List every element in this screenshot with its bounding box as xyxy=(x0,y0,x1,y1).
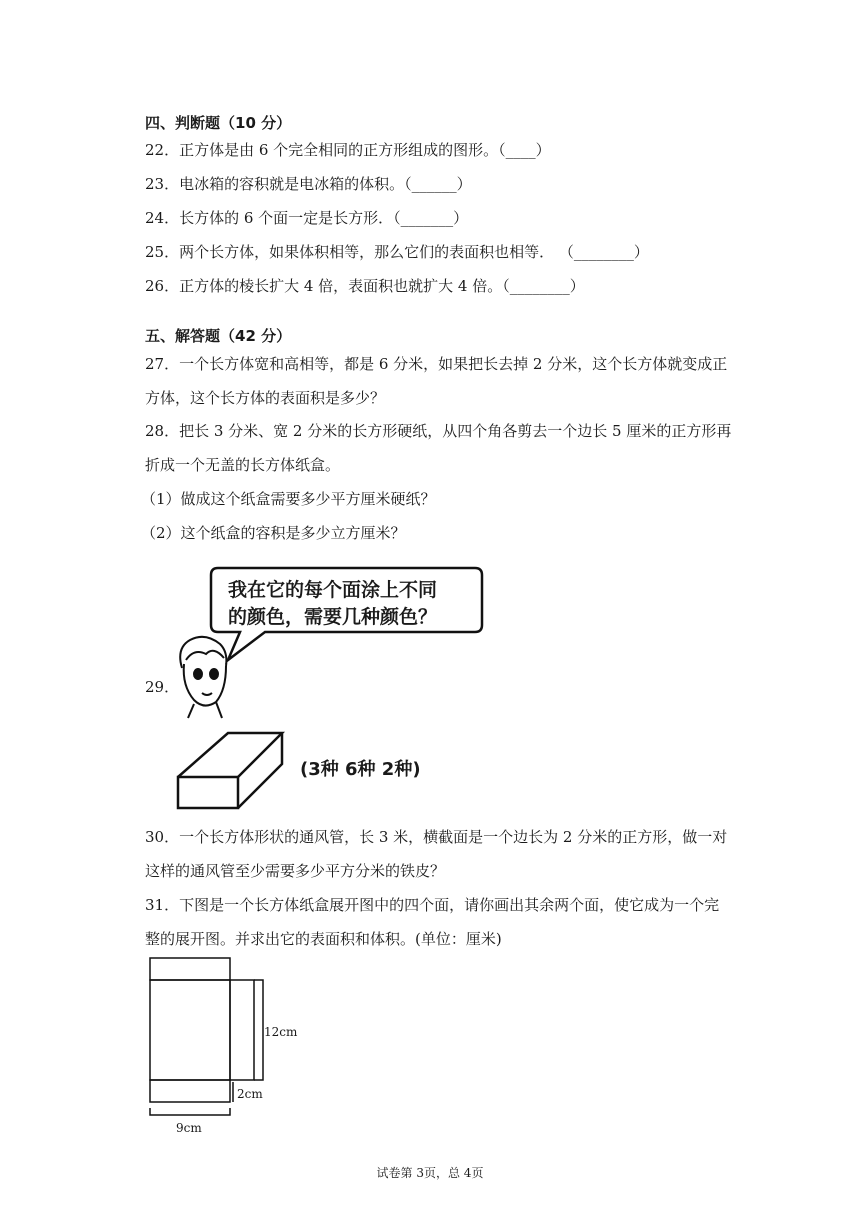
question-29-number: 29． xyxy=(145,678,180,696)
question-31-line1: 31．下图是一个长方体纸盒展开图中的四个面，请你画出其余两个面，使它成为一个完 xyxy=(145,896,720,914)
net-bottom-face xyxy=(150,1080,230,1102)
net-front-face xyxy=(150,980,230,1080)
question-27-line2: 方体，这个长方体的表面积是多少？ xyxy=(145,389,386,407)
question-31-line2: 整的展开图。并求出它的表面积和体积。(单位：厘米) xyxy=(145,930,502,948)
question-26: 26．正方体的棱长扩大 4 倍，表面积也就扩大 4 倍。（________） xyxy=(145,277,585,295)
question-30-line2: 这样的通风管至少需要多少平方分米的铁皮？ xyxy=(145,862,446,880)
section-5-heading: 五、解答题（42 分） xyxy=(145,327,292,345)
bubble-line2: 的颜色，需要几种颜色？ xyxy=(228,606,438,628)
dim-depth-label: 2cm xyxy=(237,1087,263,1101)
question-28-sub1: （1）做成这个纸盒需要多少平方厘米硬纸？ xyxy=(141,490,436,508)
cuboid-top xyxy=(178,733,282,777)
question-23: 23．电冰箱的容积就是电冰箱的体积。（______） xyxy=(145,175,472,193)
net-diagram xyxy=(145,955,320,1140)
question-27-line1: 27．一个长方体宽和高相等，都是 6 分米，如果把长去掉 2 分米，这个长方体就变成正 xyxy=(145,355,728,373)
net-side-face xyxy=(230,980,254,1080)
net-top-face xyxy=(150,958,230,980)
cuboid-front xyxy=(178,777,238,808)
question-22: 22．正方体是由 6 个完全相同的正方形组成的图形。（____） xyxy=(145,141,551,159)
height-bracket xyxy=(254,980,263,1080)
dim-height-label: 12cm xyxy=(264,1025,298,1039)
cuboid-figure xyxy=(170,725,290,815)
question-28-line1: 28．把长 3 分米、宽 2 分米的长方形硬纸，从四个角各剪去一个边长 5 厘米的正方形再 xyxy=(145,422,732,440)
width-bracket xyxy=(150,1108,230,1115)
question-28-sub2: （2）这个纸盒的容积是多少立方厘米？ xyxy=(141,524,406,542)
question-24: 24．长方体的 6 个面一定是长方形．（_______） xyxy=(145,209,469,227)
bubble-line1: 我在它的每个面涂上不同 xyxy=(228,579,438,601)
page-footer: 试卷第 3页，总 4页 xyxy=(376,1166,484,1180)
question-30-line1: 30．一个长方体形状的通风管，长 3 米，横截面是一个边长为 2 分米的正方形，做一对 xyxy=(145,828,728,846)
section-4-heading: 四、判断题（10 分） xyxy=(145,114,292,132)
dim-width-label: 9cm xyxy=(176,1121,202,1135)
question-28-line2: 折成一个无盖的长方体纸盒。 xyxy=(145,456,341,474)
question-25: 25．两个长方体，如果体积相等，那么它们的表面积也相等． （________） xyxy=(145,243,649,261)
girl-icon xyxy=(180,637,226,718)
q29-options: (3种 6种 2种) xyxy=(300,759,421,780)
